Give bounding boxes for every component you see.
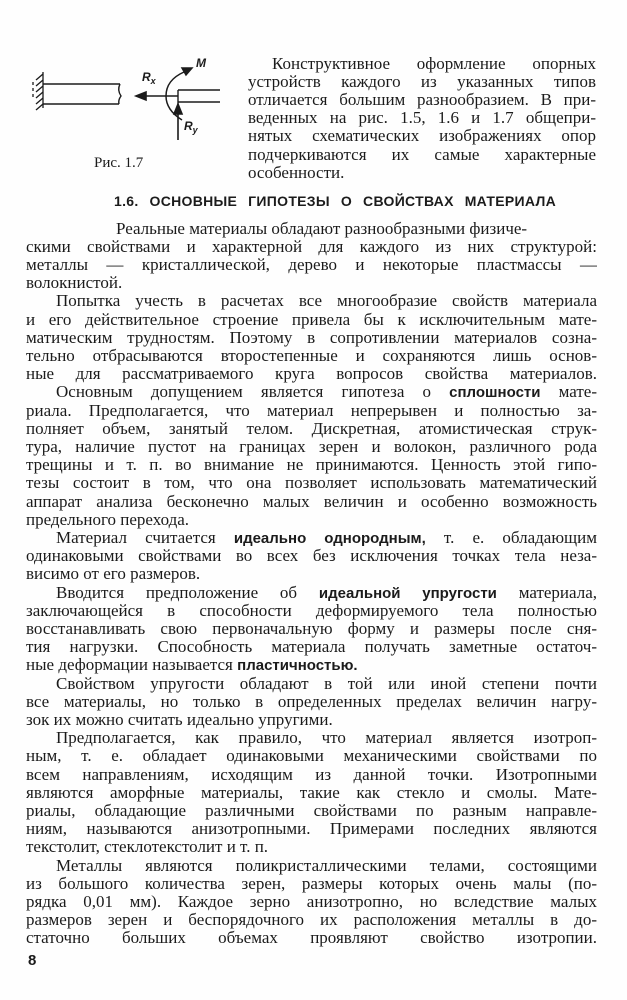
text-line: [26, 546, 597, 565]
text-line: [26, 255, 597, 274]
text-line: [26, 510, 597, 529]
text-segment: скими свойствами и характерной для каждого из них структурой:: [26, 236, 597, 256]
text-line: [26, 801, 597, 820]
paragraph-first-line: [56, 528, 597, 547]
text-segment: Свойством упругости обладают в той или иной степени почти: [56, 673, 597, 693]
text-segment: материала,: [496, 582, 597, 602]
text-segment: риалы, обладающие различными свойствами по разным направле-: [26, 800, 597, 820]
text-segment: Попытка учесть в расчетах все многообразие свойств материала: [56, 291, 597, 311]
text-line: устройств каждого из указанных типов: [248, 71, 596, 91]
text-line: [26, 892, 597, 911]
text-segment: текстолит, стеклотекстолит и т. п.: [26, 837, 269, 857]
paragraph-first-line: [56, 728, 597, 747]
text-segment: Основным допущением является гипотеза о: [56, 382, 450, 402]
emphasized-term: идеальной упругости: [318, 584, 497, 602]
text-line: [26, 746, 597, 765]
text-segment: т. е. обладающим: [425, 527, 597, 547]
text-segment: являются аморфные материалы, такие как стекло и смолы. Мате-: [26, 782, 597, 802]
text-segment: всем направлениям, исходящим из данной точки. Изотропными: [26, 764, 597, 784]
text-segment: одинаковыми свойствами во всех без исключения точках тела неза-: [26, 546, 597, 566]
text-line: [26, 601, 597, 620]
text-segment: предельного перехода.: [26, 509, 190, 529]
text-segment: тельно отбрасываются второстепенные и сохраняются лишь основ-: [26, 345, 597, 365]
text-line: [26, 928, 597, 947]
text-line: [26, 492, 597, 511]
paragraph-first-line: [56, 856, 597, 875]
rx-label: $R_x$: [142, 70, 156, 86]
text-line: нятых схематических изображениях опор: [248, 126, 596, 146]
text-segment: статочно больших объемах проявляют свойство изотропии.: [26, 928, 597, 948]
text-segment: тура, наличие пустот на границах зерен и волокон, различного рода: [26, 436, 597, 456]
text-line: [26, 874, 597, 893]
text-segment: ные для рассматриваемого круга вопросов свойства материалов.: [26, 364, 597, 384]
reaction-ry-arrow-icon: [174, 104, 182, 140]
paragraph-first-line: [56, 583, 597, 602]
text-line: [26, 455, 597, 474]
text-segment: трещины и т. п. во внимание не принимаются. Ценность этой гипо-: [26, 455, 597, 475]
text-line: [26, 619, 597, 638]
text-segment: аппарат анализа бесконечно малых величин и особенно возможность: [26, 491, 597, 511]
text-segment: Вводится предположение об: [56, 582, 319, 602]
text-line: [26, 328, 597, 347]
text-line: [26, 710, 597, 729]
paragraph-first-line: [116, 219, 597, 238]
text-line: веденных на рис. 1.5, 1.6 и 1.7 общепри-: [248, 108, 596, 128]
text-segment: полняет объем, занятый телом. Дискретная, атомистическая струк-: [26, 418, 597, 438]
text-segment: зок их можно считать идеально упругими.: [26, 709, 333, 729]
text-segment: ным, т. е. обладает одинаковыми механическими свойствами по: [26, 746, 597, 766]
free-body-section: [178, 90, 220, 104]
text-segment: волокнистой.: [26, 273, 123, 293]
beam: [43, 84, 121, 104]
text-line: [26, 783, 597, 802]
paragraph-first-line: [56, 674, 597, 693]
text-line: отличается большим разнообразием. В при-: [248, 89, 596, 109]
text-segment: ниям, называются анизотропными. Примерами последних являются: [26, 819, 597, 839]
emphasized-term: пластичностью.: [237, 657, 358, 675]
paragraph-first-line: [56, 291, 597, 310]
text-segment: ные деформации называется: [26, 655, 238, 675]
text-segment: все материалы, но только в определенных пределах величин нагру-: [26, 691, 597, 711]
emphasized-term: сплошности: [449, 384, 541, 402]
text-segment: заключающейся в способности деформируемого тела полностью: [26, 600, 597, 620]
text-segment: Предполагается, как правило, что материал является изотроп-: [56, 728, 597, 748]
text-line: [26, 273, 597, 292]
paragraph-first-line: [56, 382, 597, 401]
text-segment: размеров зерен и беспорядочного их расположения металлы в до-: [26, 910, 597, 930]
text-segment: матическим трудностям. Поэтому в сопротивлении материалов созна-: [26, 327, 597, 347]
text-line: [26, 765, 597, 784]
text-segment: из большого количества зерен, размеры которых очень малы (по-: [26, 873, 597, 893]
text-segment: тия нагрузки. Способность материала получать заметные остаточ-: [26, 637, 597, 657]
text-segment: восстанавливать свою первоначальную форму и размеры после сня-: [26, 618, 597, 638]
text-line: [26, 564, 597, 583]
text-segment: мате-: [540, 382, 597, 402]
text-segment: Металлы являются поликристаллическими телами, состоящими: [56, 855, 597, 875]
text-line: [26, 401, 597, 420]
emphasized-term: идеально однородным,: [233, 529, 426, 547]
reaction-rx-arrow-icon: [136, 92, 178, 100]
text-line: [26, 637, 597, 656]
text-line: [26, 437, 597, 456]
text-line: [26, 473, 597, 492]
text-line: [26, 655, 597, 674]
text-line: особенности.: [248, 162, 345, 182]
text-line: подчеркиваются их самые характерные: [248, 144, 596, 164]
text-segment: Материал считается: [56, 527, 234, 547]
text-segment: риала. Предполагается, что материал непрерывен и полностью за-: [26, 400, 597, 420]
text-line: [26, 237, 597, 256]
text-line: [26, 692, 597, 711]
text-segment: висимо от его размеров.: [26, 564, 201, 584]
text-segment: металлы — кристаллической, дерево и некоторые пластмассы —: [26, 254, 597, 274]
text-line: [26, 310, 597, 329]
text-line: [26, 819, 597, 838]
text-segment: тезы состоит в том, что она позволяет использовать математический: [26, 473, 597, 493]
text-segment: Реальные материалы обладают разнообразными физиче-: [116, 218, 528, 238]
figure-caption: Рис. 1.7: [94, 155, 144, 171]
text-line: Конструктивное оформление опорных: [272, 53, 596, 73]
section-heading: 1.6. ОСНОВНЫЕ ГИПОТЕЗЫ О СВОЙСТВАХ МАТЕРИАЛА: [114, 193, 556, 209]
text-line: [26, 364, 597, 383]
moment-label: M: [196, 56, 206, 70]
page-number: 8: [28, 952, 37, 969]
text-segment: рядка 0,01 мм). Каждое зерно анизотропно, но вследствие малых: [26, 891, 597, 911]
text-line: [26, 419, 597, 438]
text-line: [26, 346, 597, 365]
text-line: [26, 837, 597, 856]
fixed-support-wall-icon: [33, 72, 43, 110]
text-segment: и его действительное строение привела бы к исключительным мате-: [26, 309, 597, 329]
ry-label: $R_y$: [184, 119, 198, 135]
text-line: [26, 910, 597, 929]
figure-1-7: [0, 0, 240, 150]
